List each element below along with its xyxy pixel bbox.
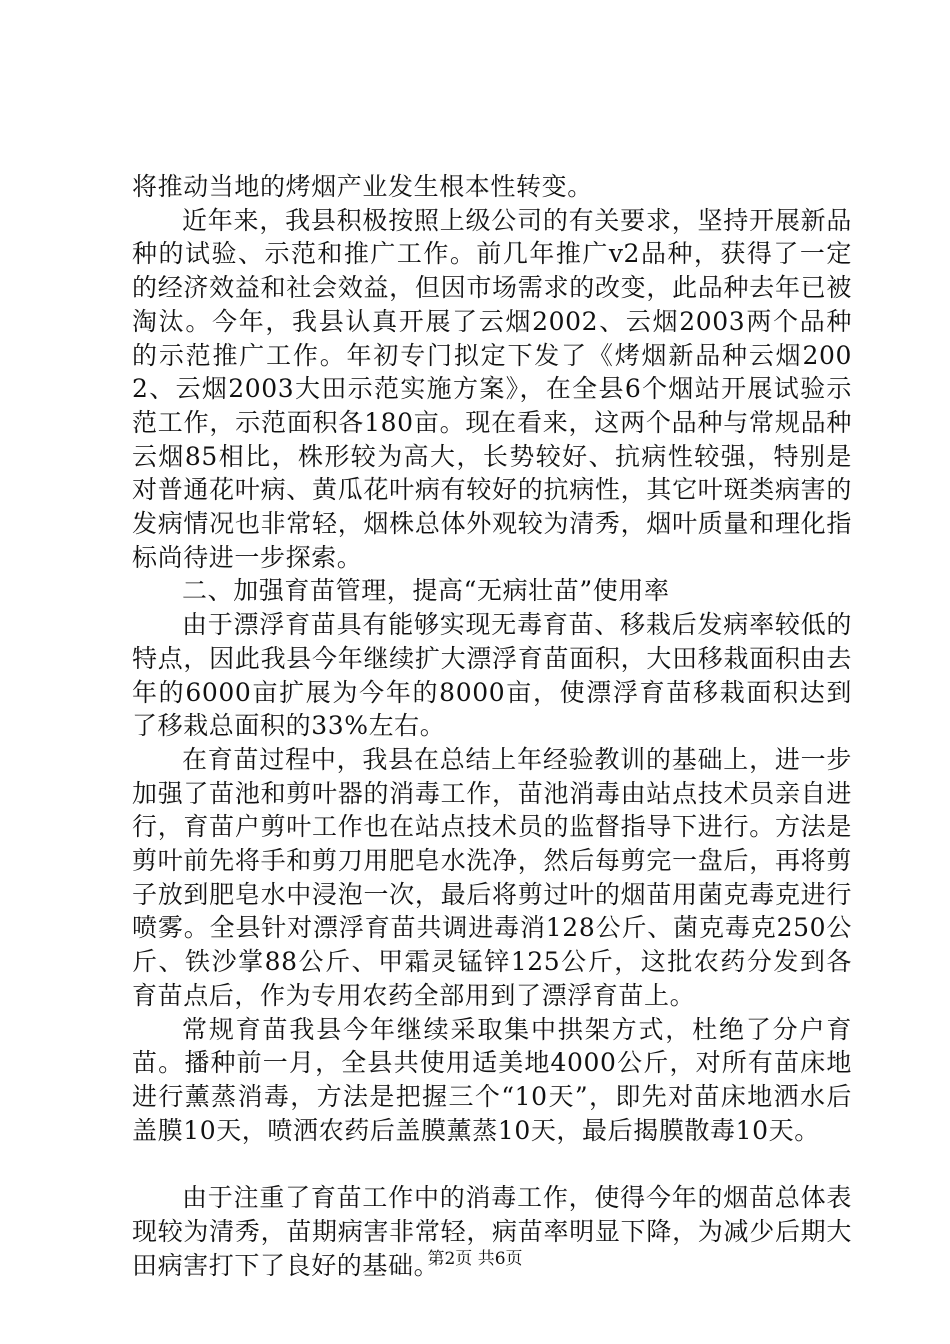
paragraph-summary: 由于注重了育苗工作中的消毒工作，使得今年的烟苗总体表现较为清秀，苗期病害非常轻，病苗率明显下降，为减少后期大田病害打下了良好的基础。 — [132, 1183, 852, 1280]
paragraph-floating-seedling: 由于漂浮育苗具有能够实现无毒育苗、移栽后发病率较低的特点，因此我县今年继续扩大漂浮育苗面积，大田移栽面积由去年的6000亩扩展为今年的8000亩，使漂浮育苗移栽面积达到了移栽总面积的33%左右。 — [132, 610, 852, 741]
paragraph-disinfection: 在育苗过程中，我县在总结上年经验教训的基础上，进一步加强了苗池和剪叶器的消毒工作，苗池消毒由站点技术员亲自进行，育苗户剪叶工作也在站点技术员的监督指导下进行。方法是剪叶前先将手和剪刀用肥皂水洗净，然后每剪完一盘后，再将剪子放到肥皂水中浸泡一次，最后将剪过叶的烟苗用菌克毒克进行喷雾。全县针对漂浮育苗共调进毒消128公斤、菌克毒克250公斤、铁沙掌88公斤、甲霜灵锰锌125公斤，这批农药分发到各育苗点后，作为专用农药全部用到了漂浮育苗上。 — [132, 744, 852, 1010]
section-heading-seedling: 二、加强育苗管理，提高“无病壮苗”使用率 — [182, 576, 670, 606]
paragraph-conventional-seedling: 常规育苗我县今年继续采取集中拱架方式，杜绝了分户育苗。播种前一月，全县共使用适美地4000公斤，对所有苗床地进行薰蒸消毒，方法是把握三个“10天”，即先对苗床地洒水后盖膜10天，喷洒农药后盖膜薰蒸10天，最后揭膜散毒10天。 — [132, 1014, 852, 1145]
document-body — [132, 170, 852, 1283]
paragraph-new-varieties: 近年来，我县积极按照上级公司的有关要求，坚持开展新品种的试验、示范和推广工作。前几年推广v2品种，获得了一定的经济效益和社会效益，但因市场需求的改变，此品种去年已被淘汰。今年，我县认真开展了云烟2002、云烟2003两个品种的示范推广工作。年初专门拟定下发了《烤烟新品种云烟2002、云烟2003大田示范实施方案》，在全县6个烟站开展试验示范工作，示范面积各180亩。现在看来，这两个品种与常规品种云烟85相比，株形较为高大，长势较好、抗病性较强，特别是对普通花叶病、黄瓜花叶病有较好的抗病性，其它叶斑类病害的发病情况也非常轻，烟株总体外观较为清秀，烟叶质量和理化指标尚待进一步探索。 — [132, 205, 852, 572]
paragraph-continuation: 将推动当地的烤烟产业发生根本性转变。 — [132, 172, 593, 201]
page-number-footer: 第2页 共6页 — [427, 1249, 523, 1269]
